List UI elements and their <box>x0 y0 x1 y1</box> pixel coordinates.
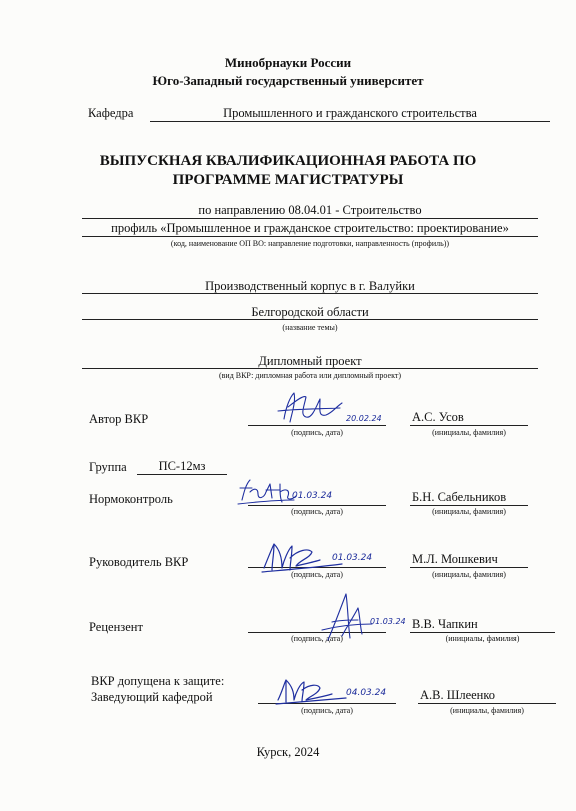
supervisor-name-line <box>410 567 528 568</box>
direction-underline <box>82 218 538 219</box>
author-name-line <box>410 425 528 426</box>
admission-date: 04.03.24 <box>346 688 387 698</box>
admission-name-line <box>418 703 556 704</box>
admission-name-caption: (инициалы, фамилия) <box>450 706 524 715</box>
group-label: Группа <box>89 460 127 474</box>
normcontrol-signature-icon <box>236 478 298 508</box>
reviewer-signature-icon <box>318 590 376 644</box>
direction-text: по направлению 08.04.01 - Строительство <box>198 203 422 217</box>
direction-caption: (код, наименование ОП ВО: направление подготовки, направленность (профиль)) <box>170 239 450 248</box>
ministry-name: Минобрнауки России <box>224 55 352 70</box>
topic-line1: Производственный корпус в г. Валуйки <box>205 279 415 293</box>
normcontrol-label: Нормоконтроль <box>89 492 173 506</box>
author-name: А.С. Усов <box>412 410 464 424</box>
topic-caption: (название темы) <box>282 323 338 332</box>
supervisor-date: 01.03.24 <box>332 553 373 563</box>
admission-signature-icon <box>274 676 350 706</box>
department-label: Кафедра <box>88 106 134 120</box>
author-label: Автор ВКР <box>89 412 149 426</box>
city-year: Курск, 2024 <box>256 745 320 759</box>
work-type-caption: (вид ВКР: дипломная работа или дипломный проект) <box>218 371 402 380</box>
group-value: ПС-12мз <box>158 459 206 473</box>
work-type: Дипломный проект <box>258 354 362 368</box>
supervisor-label: Руководитель ВКР <box>89 555 189 569</box>
normcontrol-date: 01.03.24 <box>292 491 333 501</box>
reviewer-name: В.В. Чапкин <box>412 617 478 631</box>
department-underline <box>150 121 550 122</box>
normcontrol-name-caption: (инициалы, фамилия) <box>432 507 506 516</box>
author-date: 20.02.24 <box>346 414 382 423</box>
profile-text: профиль «Промышленное и гражданское строительство: проектирование» <box>111 221 509 235</box>
author-name-caption: (инициалы, фамилия) <box>432 428 506 437</box>
normcontrol-name-line <box>410 505 528 506</box>
document-title-line1: ВЫПУСКНАЯ КВАЛИФИКАЦИОННАЯ РАБОТА ПО <box>99 153 477 169</box>
admission-sign-caption: (подпись, дата) <box>301 706 353 715</box>
head-of-department-label: Заведующий кафедрой <box>91 690 213 704</box>
university-name: Юго-Западный государственный университет <box>152 73 424 88</box>
reviewer-name-caption: (инициалы, фамилия) <box>445 634 520 643</box>
author-signature-icon <box>276 389 346 427</box>
admission-label: ВКР допущена к защите: <box>91 674 225 688</box>
reviewer-sign-caption: (подпись, дата) <box>291 634 343 643</box>
group-underline <box>137 474 227 475</box>
reviewer-name-line <box>410 632 555 633</box>
reviewer-label: Рецензент <box>89 620 143 634</box>
reviewer-date: 01.03.24 <box>370 617 406 626</box>
admission-name: А.В. Шлеенко <box>420 688 496 702</box>
profile-underline <box>82 236 538 237</box>
supervisor-name: М.Л. Мошкевич <box>412 552 498 566</box>
normcontrol-name: Б.Н. Сабельников <box>412 490 507 504</box>
normcontrol-sign-caption: (подпись, дата) <box>291 507 343 516</box>
supervisor-name-caption: (инициалы, фамилия) <box>432 570 506 579</box>
department-value: Промышленного и гражданского строительства <box>223 106 477 120</box>
supervisor-sign-caption: (подпись, дата) <box>291 570 343 579</box>
topic-line2: Белгородской области <box>251 305 369 319</box>
document-title-line2: ПРОГРАММЕ МАГИСТРАТУРЫ <box>172 172 404 188</box>
author-sign-caption: (подпись, дата) <box>291 428 343 437</box>
